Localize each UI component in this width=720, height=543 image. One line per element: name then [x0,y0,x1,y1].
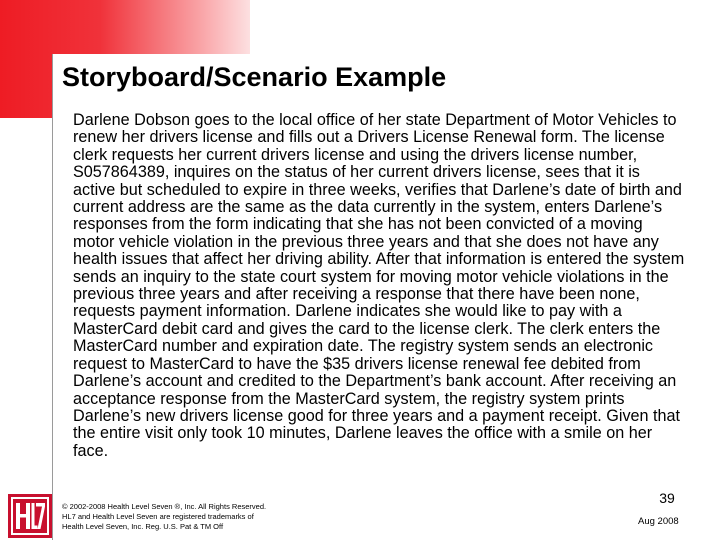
page-number: 39 [659,490,675,506]
slide-date: Aug 2008 [638,516,679,527]
copyright-line: © 2002-2008 Health Level Seven ®, Inc. All Rights Reserved. [62,502,267,511]
scenario-body: Darlene Dobson goes to the local office of her state Department of Motor Vehicles to renew her drivers license and fills out a Drivers License Renewal form. The license clerk requests her current drivers license and using the drivers license number, S057864389, inquires on the status of her current drivers license, sees that it is active but scheduled to expire in three weeks, verifies that Darlene’s date of birth and current address are the same as the data currently in the system, enters Darlene’s responses from the form indicating that she has not been convicted of a moving motor vehicle violation in the previous three years and that she does not have any health issues that affect her driving ability. After that information is entered the system sends an inquiry to the state court system for moving motor vehicle violations in the previous three years and after receiving a response that there have been none, requests payment information. Darlene indicates she would like to pay with a MasterCard debit card and gives the card to the license clerk. The clerk enters the MasterCard number and expiration date. The registry system sends an electronic request to MasterCard to have the $35 drivers license renewal fee debited from Darlene’s account and credited to the Department’s bank account. After receiving an acceptance response from the MasterCard system, the registry system prints Darlene’s new drivers license good for three years and a payment receipt. Given that the entire visit only took 10 minutes, Darlene leaves the office with a smile on her face. [73,111,685,460]
copyright-notice [62,502,322,532]
copyright-line: HL7 and Health Level Seven are registered trademarks of [62,512,254,521]
copyright-line: Health Level Seven, Inc. Reg. U.S. Pat & TM Off [62,522,224,531]
hl7-logo-icon [8,494,52,538]
left-divider [52,54,53,540]
slide-title: Storyboard/Scenario Example [62,62,447,92]
